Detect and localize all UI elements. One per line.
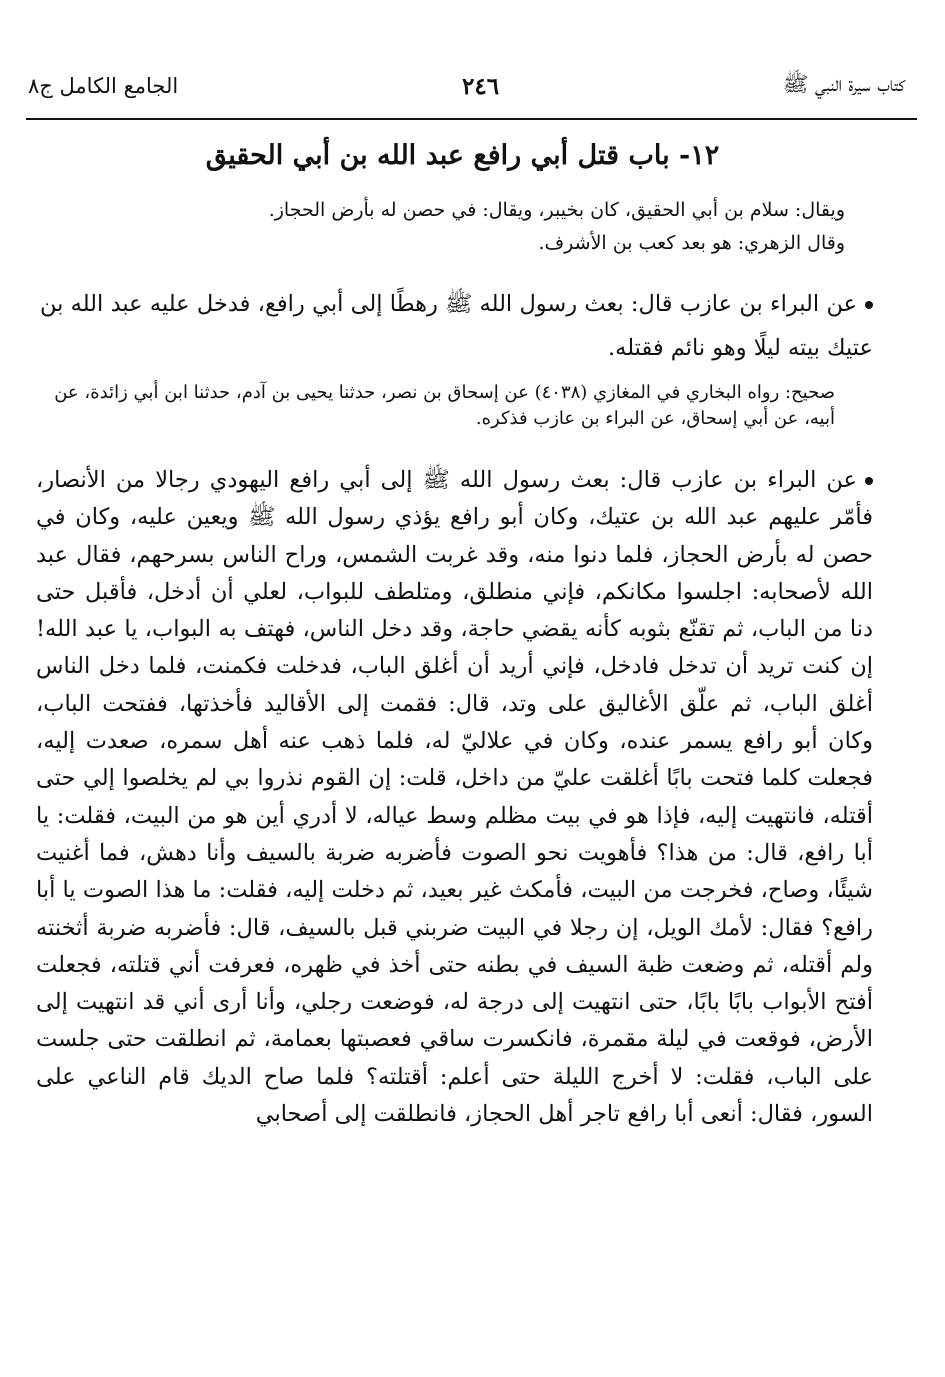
takhrij-text: صحيح: رواه البخاري في المغازي (٤٠٣٨) عن إسحاق بن نصر، حدثنا يحيى بن آدم، حدثنا ابن أبي زائدة، عن أبيه، عن أبي إسحاق، عن البراء بن عازب فذكره. — [54, 382, 835, 429]
bullet-icon — [865, 477, 873, 485]
volume-label: الجامع الكامل ج٨ — [28, 74, 179, 98]
chapter-title: ١٢- باب قتل أبي رافع عبد الله بن أبي الحقيق — [205, 140, 720, 171]
chapter-notes — [40, 194, 845, 260]
book-title: كتاب سيرة النبي ﷺ — [782, 71, 905, 96]
hadith-paragraph — [36, 462, 873, 1133]
note-line: وقال الزهري: هو بعد كعب بن الأشرف. — [538, 232, 845, 254]
hadith-text: عن البراء بن عازب قال: بعث رسول الله ﷺ رهطًا إلى أبي رافع، فدخل عليه عبد الله بن عتيك بيته ليلًا وهو نائم فقتله. — [40, 291, 873, 361]
hadith-text: عن البراء بن عازب قال: بعث رسول الله ﷺ إلى أبي رافع اليهودي رجالا من الأنصار، فأمّر عليهم عبد الله بن عتيك، وكان أبو رافع يؤذي رسول الله ﷺ ويعين عليه، وكان في حصن له بأرض الحجاز، فلما دنوا منه، وقد غربت الشمس، وراح الناس بسرحهم، فقال عبد الله لأصحابه: اجلسوا مكانكم، فإني منطلق، ومتلطف للبواب، لعلي أن أدخل، فأقبل حتى دنا من الباب، ثم تقنّع بثوبه كأنه يقضي حاجة، وقد دخل الناس، فهتف به البواب، يا عبد الله! إن كنت تريد أن تدخل فادخل، فإني أريد أن أغلق الباب، فدخلت فكمنت، فلما دخل الناس أغلق الباب، ثم علّق الأغاليق على وتد، قال: فقمت إلى الأقاليد فأخذتها، ففتحت الباب، وكان أبو رافع يسمر عنده، وكان في علاليّ له، فلما ذهب عنه أهل سمره، صعدت إليه، فجعلت كلما فتحت بابًا أغلقت عليّ من داخل، قلت: إن القوم نذروا بي لم يخلصوا إلي حتى أقتله، فانتهيت إليه، فإذا هو في بيت مظلم وسط عياله، لا أدري أين هو من البيت، فقلت: يا أبا رافع، قال: من هذا؟ فأهويت نحو الصوت فأضربه ضربة بالسيف وأنا دهش، فما أغنيت شيئًا، وصاح، فخرجت من البيت، فأمكث غير بعيد، ثم دخلت إليه، فقلت: ما هذا الصوت يا أبا رافع؟ فقال: لأمك الويل، إن رجلا في البيت ضربني قبل بالسيف، قال: فأضربه ضربة أثخنته ولم أقتله، ثم وضعت ظبة السيف في بطنه حتى أخذ في ظهره، فعرفت أني قتلته، فجعلت أفتح الأبواب بابًا بابًا، حتى انتهيت إلى درجة له، فوضعت رجلي، وأنا أرى أني قد انتهيت إلى الأرض، فوقعت في ليلة مقمرة، فانكسرت ساقي فعصبتها بعمامة، ثم انطلقت حتى جلست على الباب، فقلت: لا أخرج الليلة حتى أعلم: أقتلته؟ فلما صاح الديك قام الناعي على السور، فقال: أنعى أبا رافع تاجر أهل الحجاز، فانطلقت إلى أصحابي — [36, 467, 873, 1128]
page-header — [28, 68, 905, 104]
hadith-paragraph — [40, 282, 873, 370]
page-number: ٢٤٦ — [462, 72, 500, 100]
bullet-icon — [865, 301, 873, 309]
note-line: ويقال: سلام بن أبي الحقيق، كان بخيبر، ويقال: في حصن له بأرض الحجاز. — [268, 199, 845, 221]
header-rule — [26, 118, 917, 120]
takhrij-note — [36, 380, 835, 432]
